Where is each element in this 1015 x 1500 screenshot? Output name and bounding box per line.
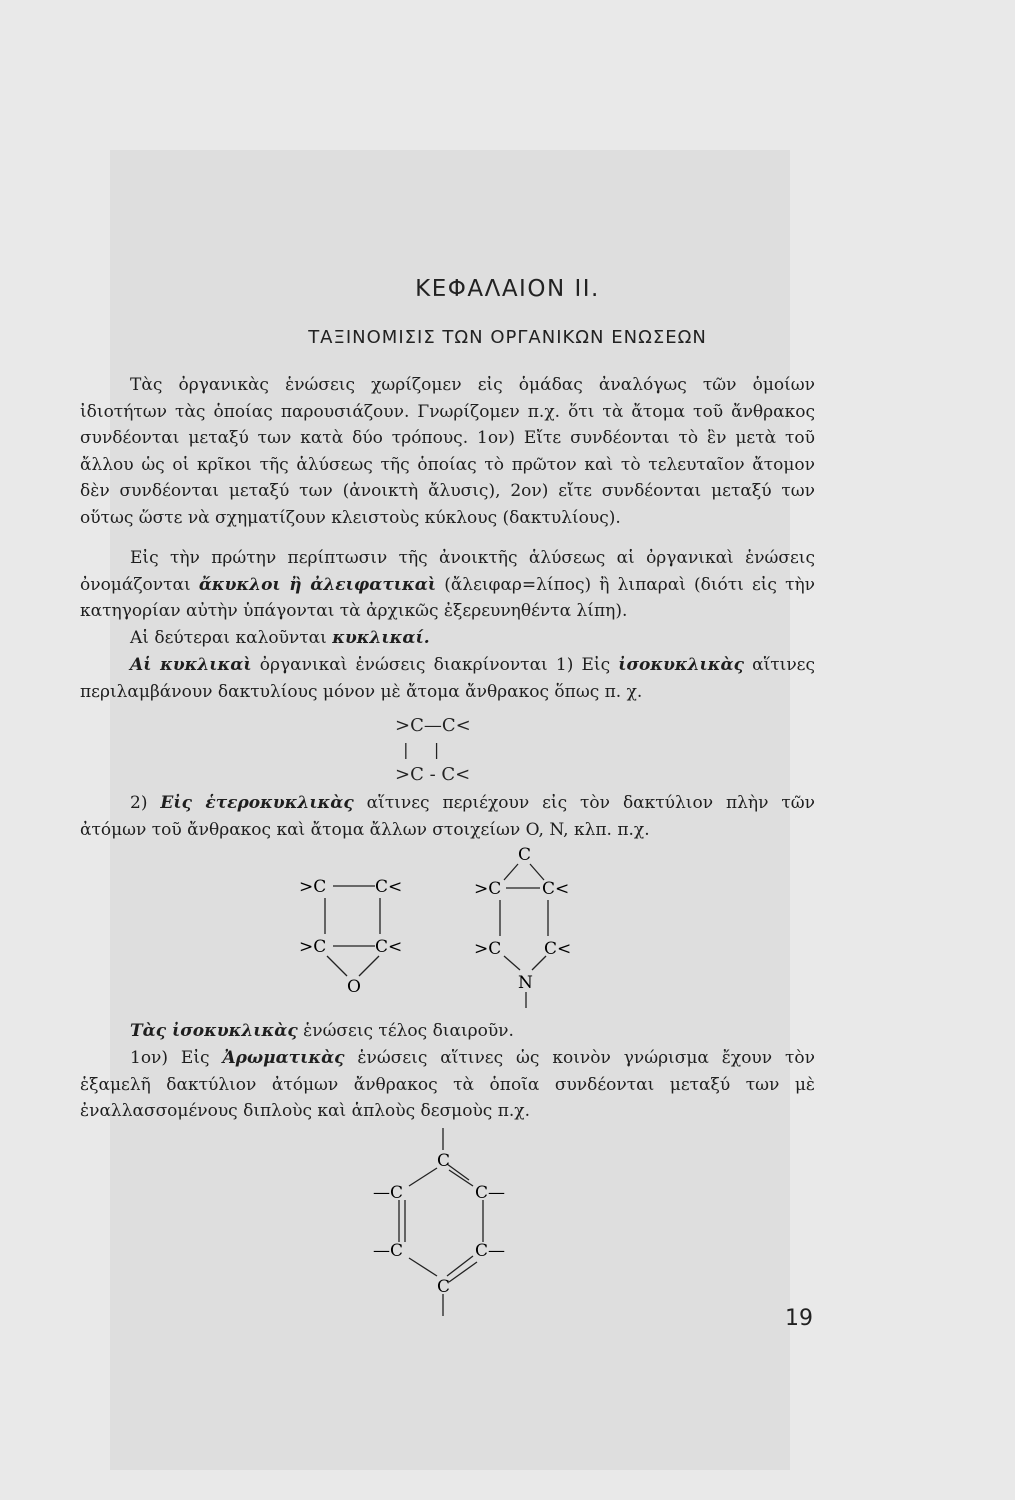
atom-c2: C< bbox=[542, 879, 570, 899]
atom-c4: C< bbox=[375, 937, 403, 957]
atom-c2: C< bbox=[375, 877, 403, 897]
cyclobutane-top: >C—C< bbox=[395, 715, 471, 736]
bond-o-right bbox=[359, 956, 379, 976]
heterocyclic-text-a: 2) bbox=[130, 793, 161, 813]
division-text: ἑνώσεις τέλος διαιροῦν. bbox=[297, 1021, 514, 1041]
paragraph-isocyclic bbox=[80, 652, 815, 705]
cyclobutane-bonds: | | bbox=[398, 740, 440, 759]
bond-bottom-left bbox=[409, 1258, 437, 1276]
paragraph-aromatic bbox=[80, 1045, 815, 1125]
bond-n-left bbox=[504, 956, 520, 970]
atom-c3: >C bbox=[299, 937, 327, 957]
cyclic-text-a: Αἱ δεύτεραι καλοῦνται bbox=[130, 628, 333, 648]
page-number: 19 bbox=[785, 1306, 813, 1331]
atom-lower-left: —C bbox=[373, 1241, 404, 1261]
division-term: Τὰς ἰσοκυκλικὰς bbox=[130, 1021, 298, 1041]
atom-top: C bbox=[437, 1151, 451, 1171]
acyclic-term: ἄκυκλοι ἢ ἀλειφατικαὶ bbox=[198, 574, 437, 595]
aromatic-term: Ἀρωματικὰς bbox=[222, 1048, 345, 1068]
atom-c1: >C bbox=[299, 877, 327, 897]
atom-o: O bbox=[347, 977, 361, 997]
cyclobutane-bottom: >C - C< bbox=[395, 764, 471, 785]
paragraph-intro-text: Τὰς ὀργανικὰς ἑνώσεις χωρίζομεν εἰς ὁμάδας ἀναλόγως τῶν ὁμοίων ἰδιοτήτων τὰς ὁποίας παρουσιάζουν. Γνωρίζομεν π.χ. ὅτι τὰ ἄτομα τοῦ ἄνθρακος συνδέονται μεταξύ των κατὰ δύο τρόπους. 1ον) Εἴτε συνδέονται τὸ ἓν μετὰ τοῦ ἄλλου ὡς οἱ κρῖκοι τῆς ἁλύσεως τῆς ὁποίας τὸ πρῶτον καὶ τὸ τελευταῖον ἄτομον δὲν συνδέονται μεταξύ των (ἀνοικτὴ ἄλυσις), 2ον) εἴτε συνδέονται μεταξύ των οὕτως ὥστε νὰ σχηματίζουν κλειστοὺς κύκλους (δακτυλίους). bbox=[80, 375, 815, 528]
heterocyclic-term: Εἰς ἑτεροκυκλικὰς bbox=[160, 793, 354, 813]
isocyclic-term: ἰσοκυκλικὰς bbox=[618, 655, 744, 675]
heterocyclic-text-c: αἵτινες περιέχουν εἰς τὸν δακτύλιον πλὴν τῶν ἀτόμων τοῦ ἄνθρακος καὶ ἄτομα ἄλλων στοιχείων O, N, κλπ. π.χ. bbox=[80, 793, 815, 840]
paragraph-cyclic bbox=[80, 625, 815, 652]
paragraph-intro bbox=[80, 372, 815, 531]
acyclic-text-c: (ἄλειφαρ=λίπος) ἢ λιπαραὶ (διότι εἰς τὴν κατηγορίαν αὐτὴν ὑπάγονται τὰ ἀρχικῶς ἐξερευνηθέντα λίπη). bbox=[80, 574, 816, 621]
atom-lower-right: C— bbox=[475, 1241, 506, 1261]
bond-top-right-b bbox=[449, 1170, 473, 1186]
atom-c1: >C bbox=[474, 879, 502, 899]
bond-ctop-left bbox=[504, 864, 518, 880]
atom-n: N bbox=[518, 973, 533, 993]
bond-top-right-a bbox=[447, 1164, 469, 1180]
atom-c4: C< bbox=[544, 939, 572, 959]
paragraph-division bbox=[80, 1018, 815, 1045]
nitrogen-ring-structure bbox=[470, 842, 610, 1017]
acyclic-text-a: Εἰς τὴν πρώτην περίπτωσιν τῆς ἀνοικτῆς ἁλύσεως αἱ ὀργανικαὶ ἑνώσεις ὀνομάζονται bbox=[80, 548, 815, 595]
bond-bottom-right-a bbox=[447, 1256, 473, 1276]
section-title: ΤΑΞΙΝΟΜΙΣΙΣ ΤΩΝ ΟΡΓΑΝΙΚΩΝ ΕΝΩΣΕΩΝ bbox=[308, 327, 707, 348]
isocyclic-text-b: ὀργανικαὶ ἑνώσεις διακρίνονται 1) Εἰς bbox=[251, 655, 619, 675]
atom-upper-left: —C bbox=[373, 1183, 404, 1203]
cyclic-term: κυκλικαί. bbox=[332, 628, 430, 648]
atom-bottom: C bbox=[437, 1277, 451, 1297]
cyclic-heading: Αἱ κυκλικαὶ bbox=[130, 655, 252, 675]
bond-o-left bbox=[327, 956, 347, 976]
atom-upper-right: C— bbox=[475, 1183, 506, 1203]
atom-c3: >C bbox=[474, 939, 502, 959]
atom-ctop: C bbox=[518, 845, 532, 865]
benzene-structure bbox=[365, 1128, 525, 1318]
aromatic-text-a: 1ον) Εἰς bbox=[130, 1048, 223, 1068]
bond-ctop-right bbox=[530, 864, 544, 880]
bond-top-left bbox=[409, 1168, 437, 1186]
paragraph-acyclic bbox=[80, 545, 815, 625]
paragraph-heterocyclic bbox=[80, 790, 815, 843]
oxygen-ring-structure bbox=[295, 870, 445, 1000]
chapter-title: ΚΕΦΑΛΑΙΟΝ ΙΙ. bbox=[415, 276, 600, 302]
isocyclic-text-d: αἵτινες περιλαμβάνουν δακτυλίους μόνον μὲ ἄτομα ἄνθρακος ὅπως π. χ. bbox=[80, 655, 815, 702]
aromatic-text-c: ἑνώσεις αἵτινες ὡς κοινὸν γνώρισμα ἔχουν τὸν ἑξαμελῆ δακτύλιον ἀτόμων ἄνθρακος τὰ ὁποῖα συνδέονται μεταξύ των μὲ ἐναλλασσομένους διπλοὺς καὶ ἁπλοὺς δεσμοὺς π.χ. bbox=[80, 1048, 815, 1121]
